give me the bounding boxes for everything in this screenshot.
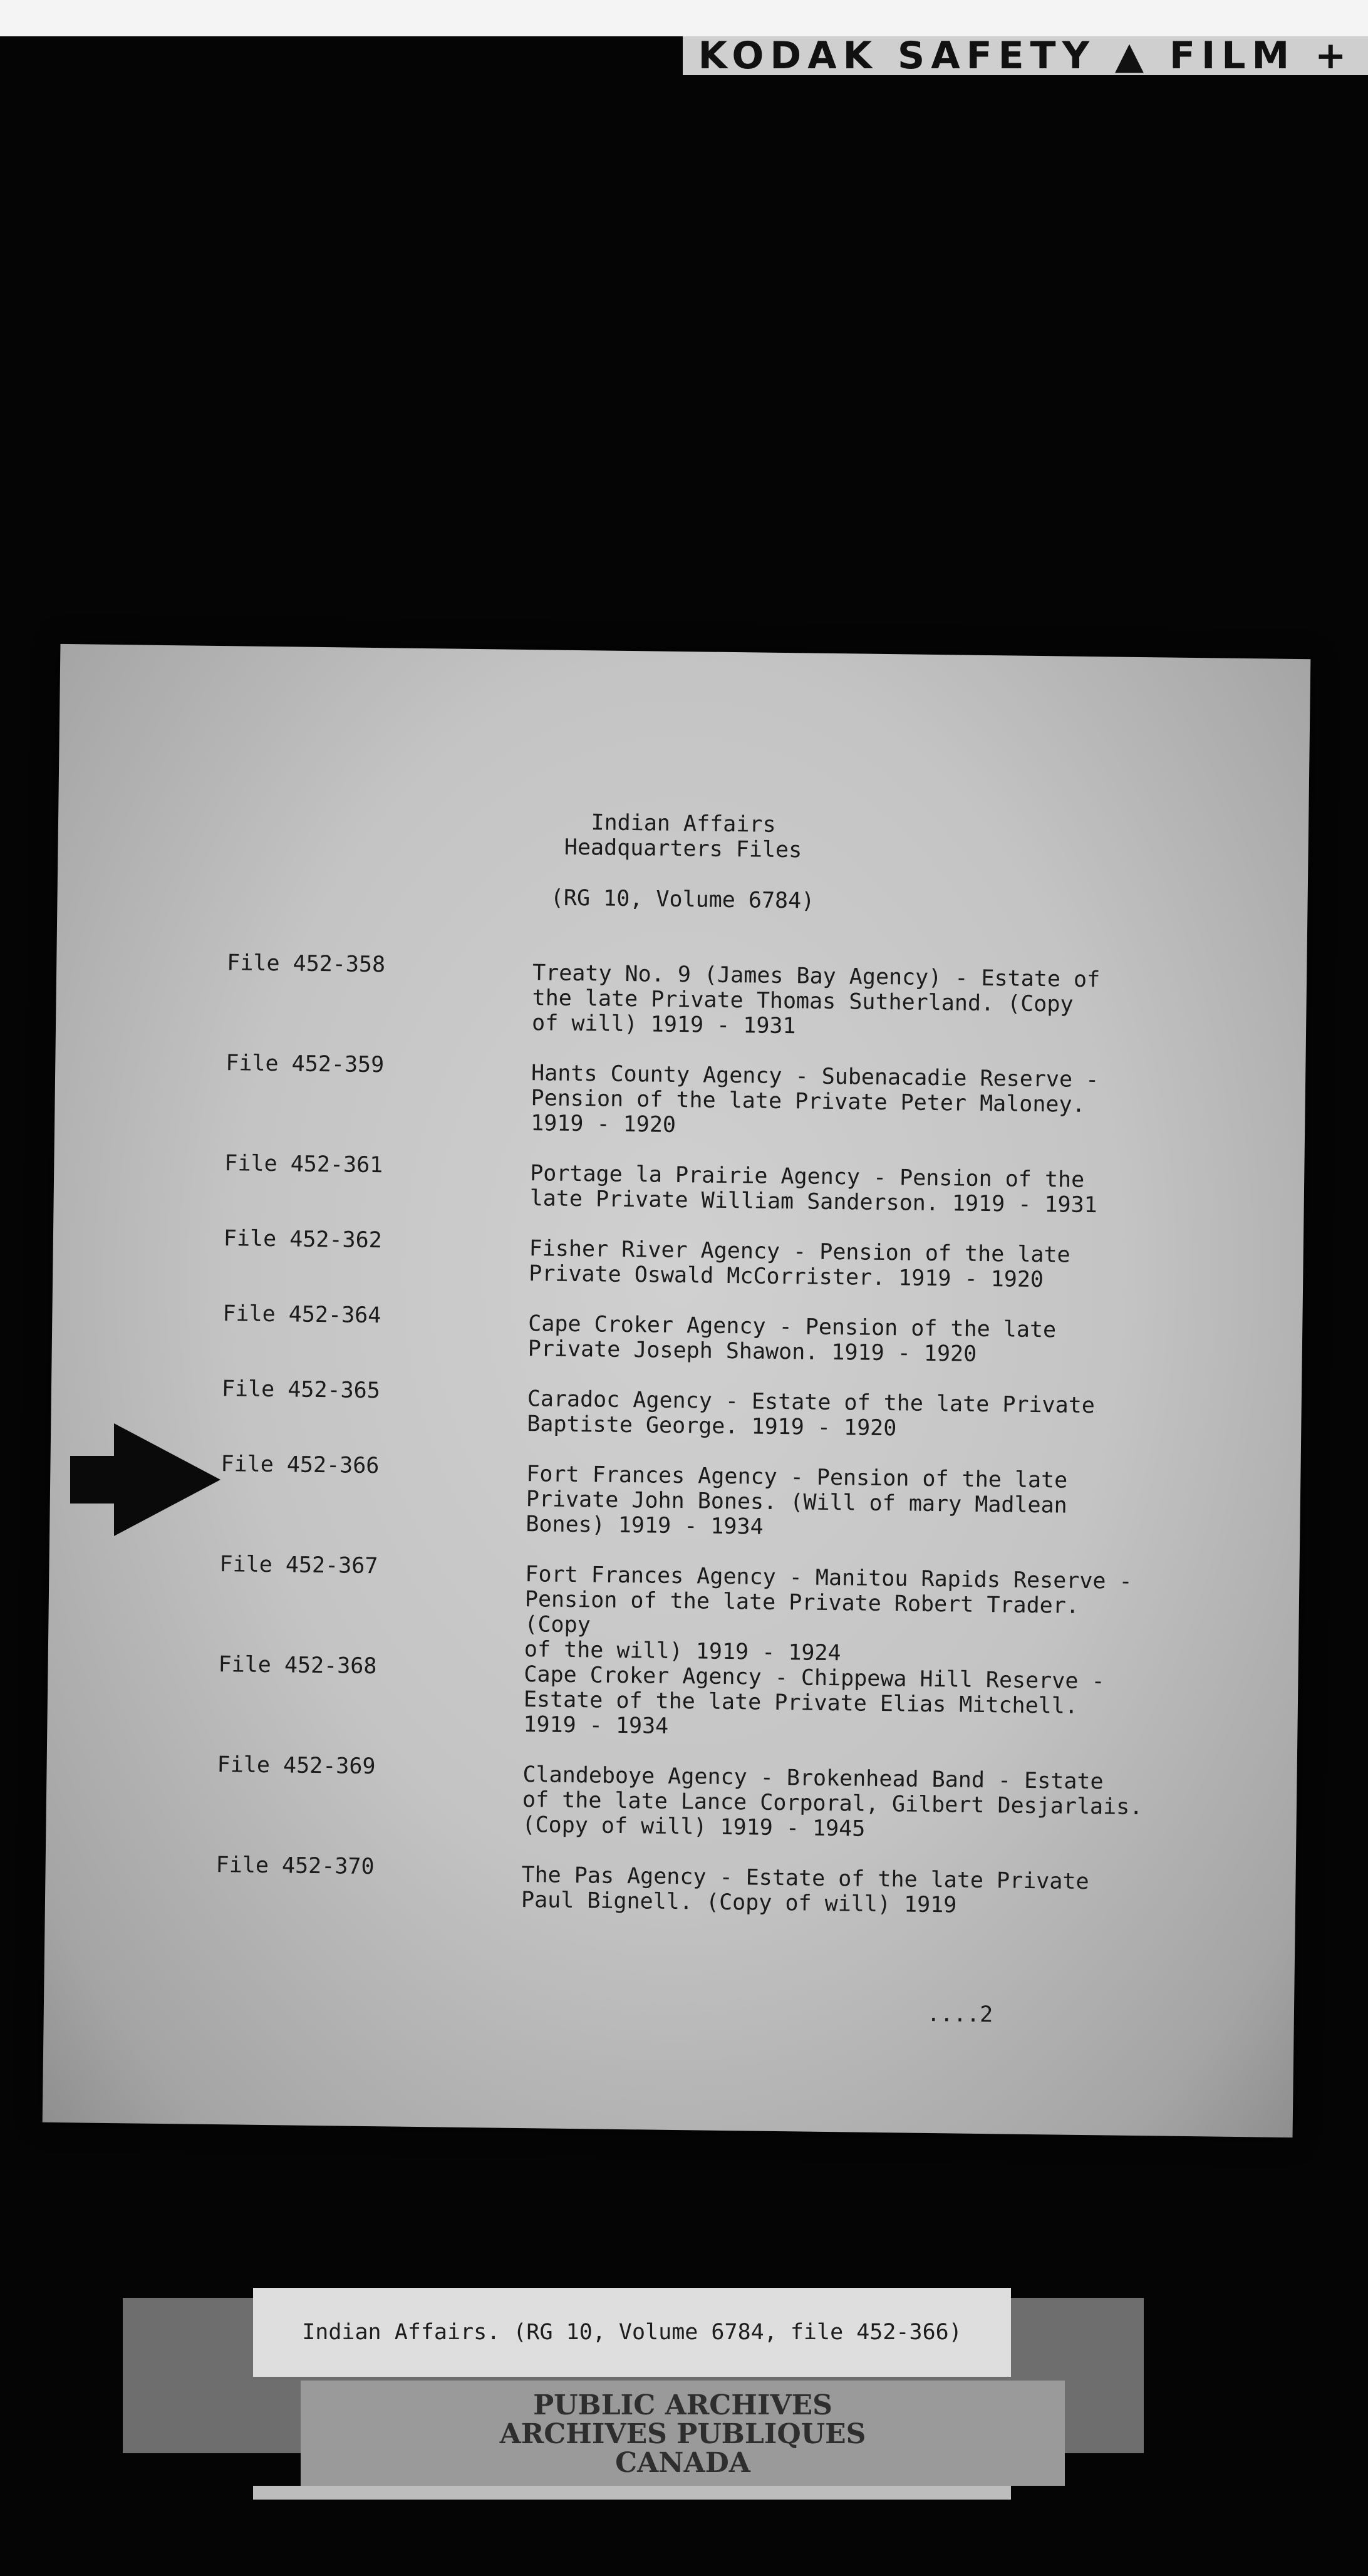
file-number: File 452-367 [219, 1552, 378, 1579]
heading-agency: Indian Affairs [591, 810, 776, 838]
arrow-pointer-icon [70, 1423, 220, 1536]
continuation-marker: ....2 [926, 2001, 993, 2028]
heading-volume: (RG 10, Volume 6784) [550, 885, 815, 914]
file-number: File 452-358 [227, 950, 386, 978]
bottom-bar [253, 2486, 1011, 2500]
file-number: File 452-362 [223, 1226, 383, 1254]
caption-label: Indian Affairs. (RG 10, Volume 6784, file 452-366) [253, 2288, 1011, 2377]
file-description: Fort Frances Agency - Manitou Rapids Reserve - Pension of the late Private Robert Trader. (Copy of the will) 1919 - 1924 [524, 1562, 1132, 1666]
file-description: Portage la Prairie Agency - Pension of the late Private William Sanderson. 1919 - 1931 [529, 1161, 1098, 1218]
file-description: The Pas Agency - Estate of the late Private Paul Bignell. (Copy of will) 1919 [521, 1862, 1089, 1918]
file-number: File 452-368 [218, 1652, 377, 1680]
archives-stamp [301, 2381, 1065, 2486]
top-margin [0, 0, 1368, 36]
stamp-line-2: ARCHIVES PUBLIQUES [499, 2418, 866, 2450]
file-number: File 452-370 [215, 1852, 375, 1880]
file-number: File 452-361 [224, 1151, 383, 1178]
arrow-shape [70, 1423, 220, 1536]
file-description: Cape Croker Agency - Pension of the late Private Joseph Shawon. 1919 - 1920 [527, 1311, 1057, 1367]
heading-files: Headquarters Files [564, 834, 802, 863]
file-description: Fisher River Agency - Pension of the late Private Oswald McCorrister. 1919 - 1920 [529, 1236, 1070, 1293]
file-description: Treaty No. 9 (James Bay Agency) - Estate of the late Private Thomas Sutherland. (Copy of will) 1919 - 1931 [531, 960, 1101, 1039]
file-number: File 452-369 [217, 1752, 376, 1780]
film-edge-marking: KODAK SAFETY ▲ FILM + [683, 36, 1368, 75]
file-number: File 452-364 [222, 1301, 381, 1329]
file-number: File 452-365 [221, 1376, 381, 1404]
document-page [43, 644, 1311, 2137]
file-number: File 452-366 [220, 1452, 380, 1479]
file-description: Cape Croker Agency - Chippewa Hill Reserve - Estate of the late Private Elias Mitchell. 1919 - 1934 [523, 1662, 1105, 1739]
file-description: Caradoc Agency - Estate of the late Private Baptiste George. 1919 - 1920 [527, 1386, 1096, 1441]
file-description: Clandeboye Agency - Brokenhead Band - Estate of the late Lance Corporal, Gilbert Desjarlais. (Copy of will) 1919 - 1945 [522, 1762, 1143, 1842]
stamp-line-3: CANADA [615, 2447, 750, 2479]
file-description: Hants County Agency - Subenacadie Reserve - Pension of the late Private Peter Maloney. 1919 - 1920 [530, 1061, 1099, 1138]
file-description: Fort Frances Agency - Pension of the late Private John Bones. (Will of mary Madlean Bones) 1919 - 1934 [526, 1462, 1068, 1540]
stamp-line-1: PUBLIC ARCHIVES [533, 2389, 832, 2421]
file-number: File 452-359 [225, 1051, 385, 1078]
